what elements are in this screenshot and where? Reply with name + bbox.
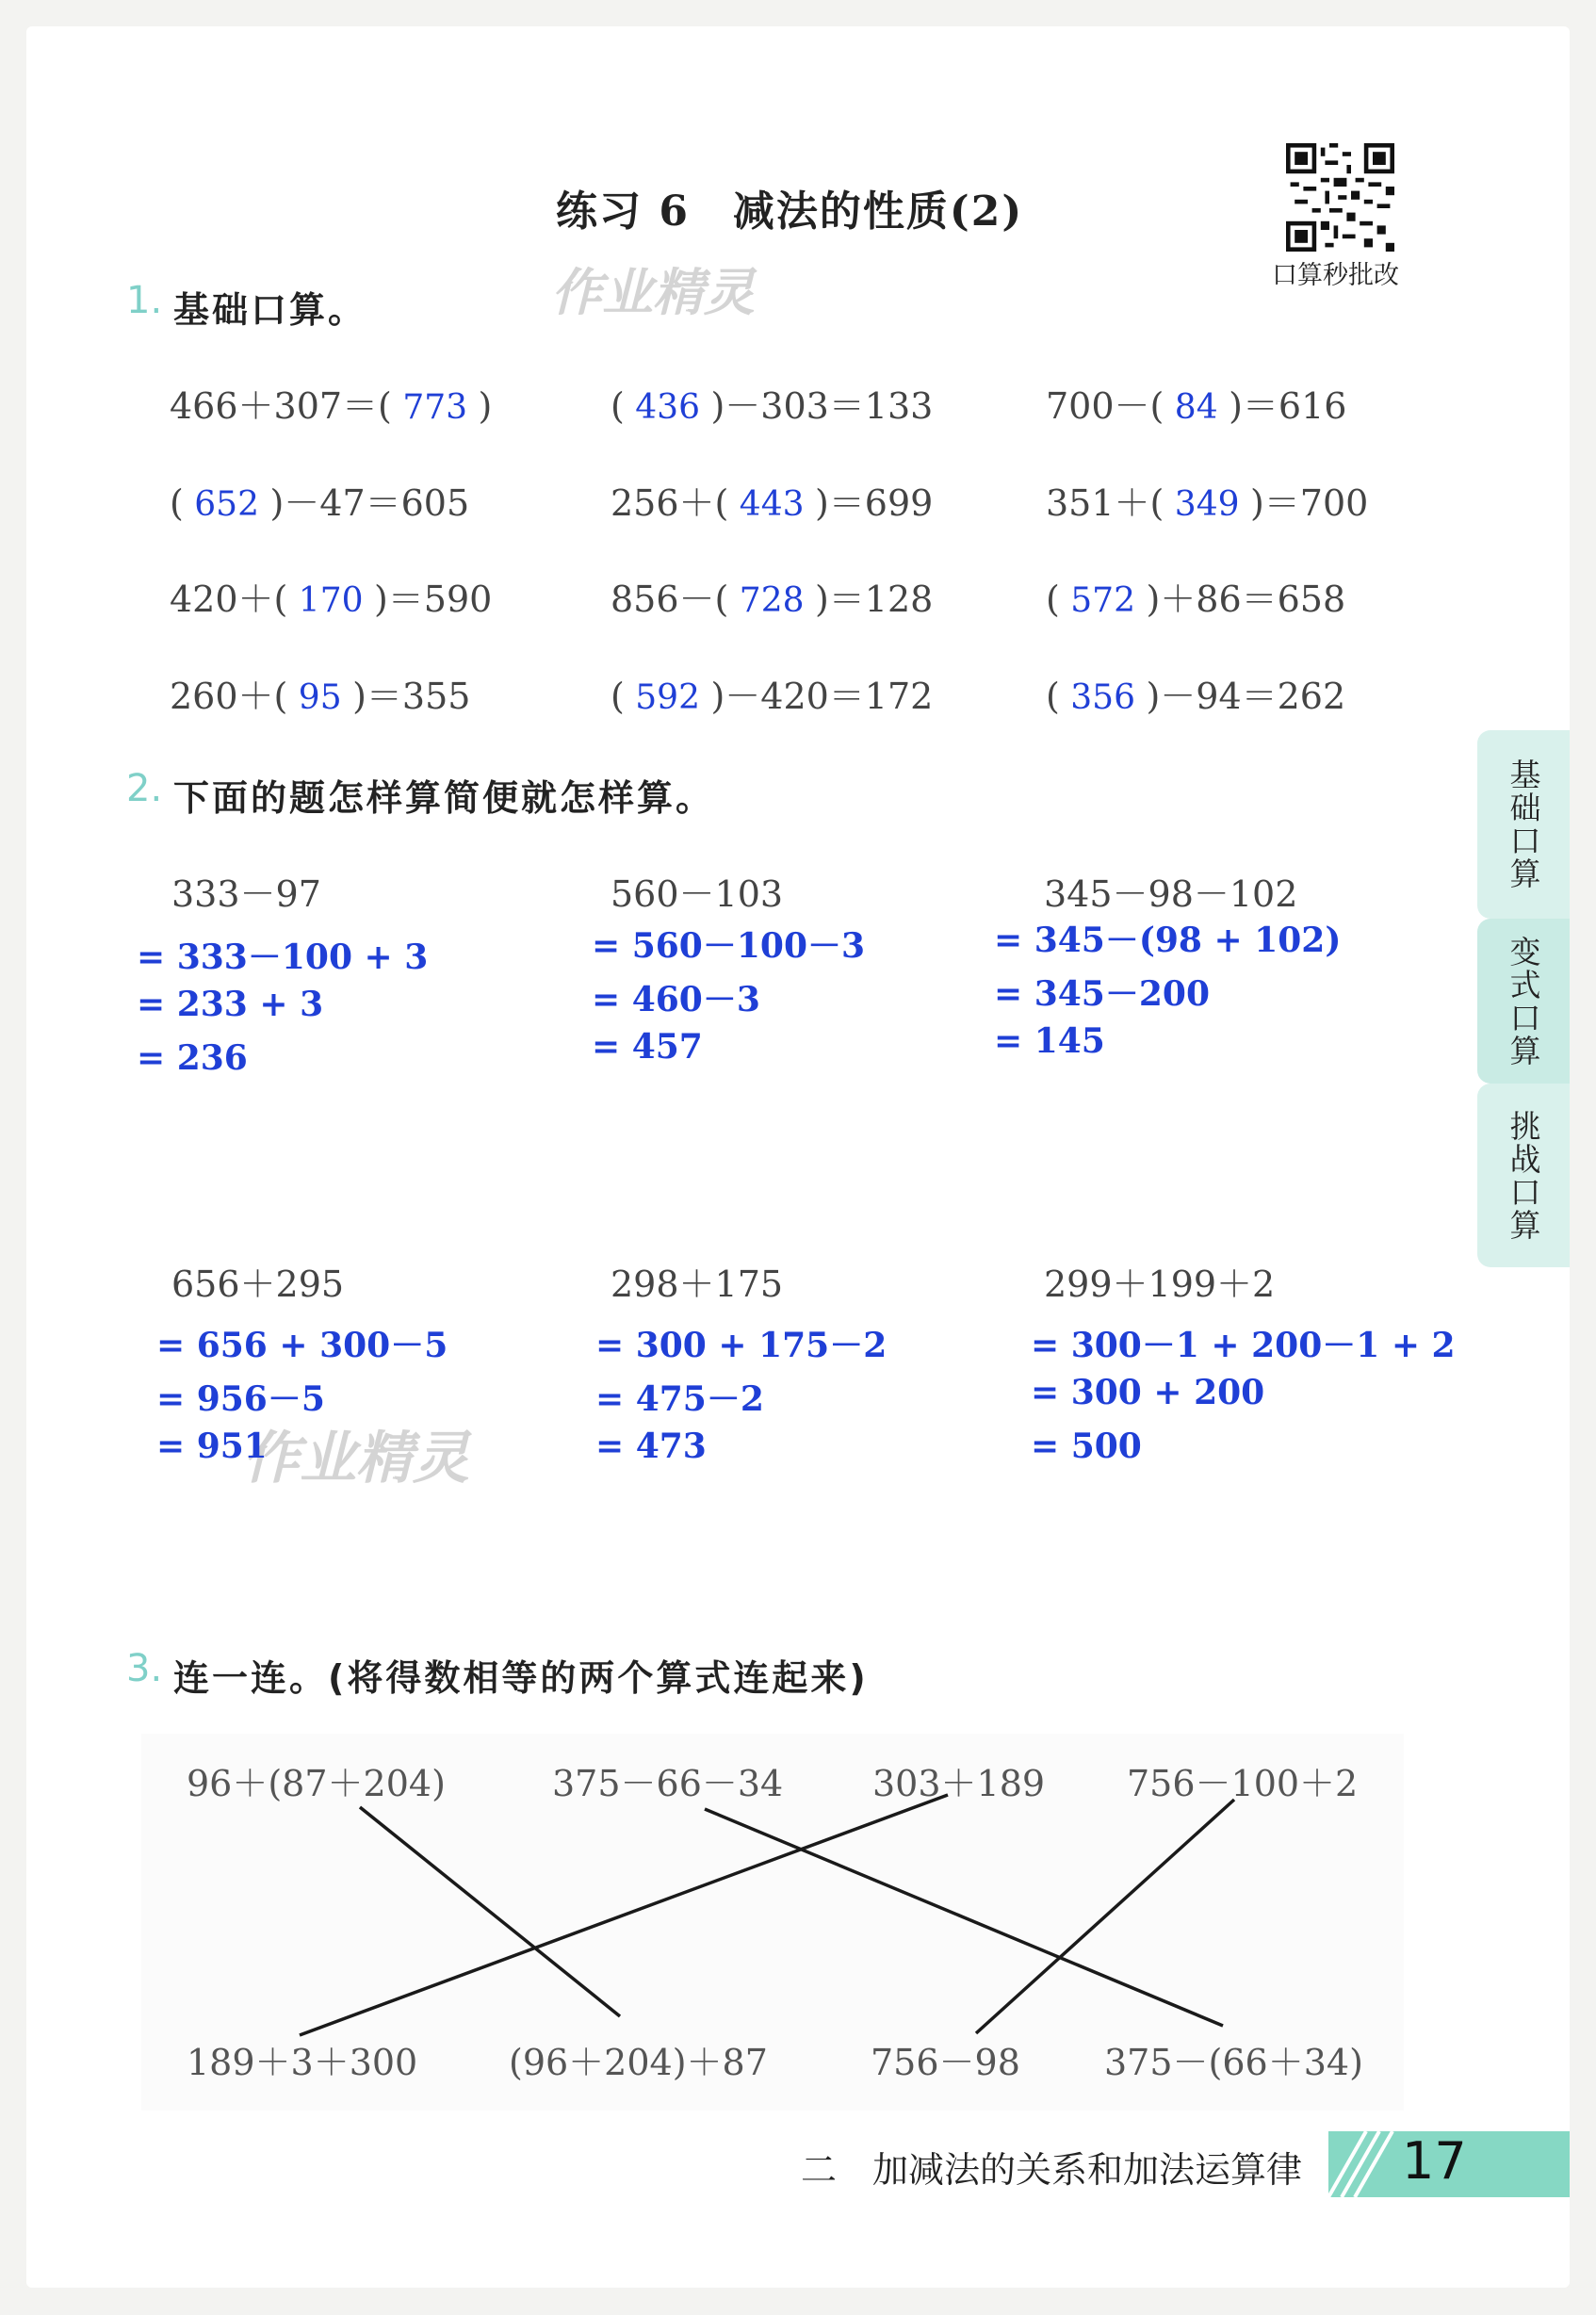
match-top-expression[interactable]: 756－100＋2 (1127, 1763, 1359, 1804)
equation-text: )－303＝133 (710, 385, 934, 427)
equation-text: 466＋307＝( (170, 385, 392, 427)
watermark: 作业精灵 (243, 1426, 469, 1492)
match-bottom-expression[interactable]: (96＋204)＋87 (509, 2042, 768, 2083)
equation-text: ( (611, 676, 625, 717)
match-line (705, 1809, 1223, 2026)
problem-expression: 333－97 (171, 873, 321, 915)
tab-variant-calculation[interactable]: 变式口算 (1477, 919, 1570, 1084)
solution-step: = 560－100－3 (592, 926, 866, 966)
equation-text: )＝128 (814, 579, 934, 620)
section-1-number: 1. (126, 279, 163, 322)
stripe-decoration-icon (1328, 2131, 1404, 2197)
equation-text: )－47＝605 (269, 482, 470, 524)
solution-step: = 236 (137, 1038, 248, 1078)
solution-step: = 145 (994, 1021, 1105, 1061)
answer-value: 652 (183, 485, 270, 524)
solution-step: = 300 + 175－2 (595, 1326, 888, 1365)
equation-text: 420＋( (170, 579, 288, 620)
answer-value: 773 (391, 388, 479, 427)
solution-step: = 473 (595, 1426, 707, 1466)
answer-value: 443 (728, 485, 815, 524)
equation-text: ( (611, 385, 625, 427)
solution-step: = 951 (156, 1426, 268, 1466)
equation-text: )－420＝172 (710, 676, 934, 717)
equation-text: )＝699 (814, 482, 934, 524)
answer-value: 592 (624, 678, 711, 717)
solution-step: = 475－2 (595, 1379, 764, 1419)
problem-expression: 560－103 (611, 873, 784, 915)
equation-text: ( (170, 482, 184, 524)
answer-value: 728 (728, 581, 815, 620)
equation-text: ( (1046, 676, 1060, 717)
solution-step: = 460－3 (592, 980, 760, 1019)
equation-text: )－94＝262 (1146, 676, 1346, 717)
equation-text: )＝355 (352, 676, 471, 717)
solution-step: = 300 + 200 (1031, 1373, 1265, 1412)
solution-step: = 956－5 (156, 1379, 325, 1419)
answer-value: 572 (1059, 581, 1147, 620)
section-1-title: 基础口算。 (173, 289, 367, 331)
match-line (976, 1800, 1234, 2033)
answer-value: 349 (1164, 485, 1250, 524)
section-2-number: 2. (126, 767, 163, 810)
equation-text: )＝700 (1249, 482, 1369, 524)
equation-text: 856－( (611, 579, 729, 620)
match-bottom-expression[interactable]: 375－(66＋34) (1104, 2042, 1363, 2083)
answer-value: 95 (287, 678, 353, 717)
equation-text: )＝616 (1229, 385, 1347, 427)
chapter-footer: 二 加减法的关系和加法运算律 (801, 2149, 1303, 2191)
section-3-number: 3. (126, 1647, 163, 1690)
equation-text: )＋86＝658 (1146, 579, 1346, 620)
match-top-expression[interactable]: 96＋(87＋204) (187, 1763, 446, 1804)
solution-step: = 656 + 300－5 (156, 1326, 448, 1365)
solution-step: = 500 (1031, 1426, 1142, 1466)
match-bottom-expression[interactable]: 756－98 (871, 2042, 1020, 2083)
qr-label: 口算秒批改 (1272, 261, 1399, 290)
equation-text: 260＋( (170, 676, 288, 717)
solution-step: = 457 (592, 1027, 703, 1067)
section-2-title: 下面的题怎样算简便就怎样算。 (173, 777, 715, 819)
problem-expression: 345－98－102 (1044, 873, 1298, 915)
equation-text: 700－( (1046, 385, 1164, 427)
answer-value: 170 (287, 581, 374, 620)
solution-step: = 300－1 + 200－1 + 2 (1031, 1326, 1456, 1365)
answer-value: 84 (1164, 388, 1230, 427)
match-line (300, 1795, 948, 2035)
match-top-expression[interactable]: 375－66－34 (552, 1763, 784, 1804)
match-bottom-expression[interactable]: 189＋3＋300 (187, 2042, 418, 2083)
answer-value: 356 (1059, 678, 1147, 717)
match-line (360, 1807, 620, 2016)
solution-step: = 345－(98 + 102) (994, 921, 1342, 960)
problem-expression: 656＋295 (171, 1263, 345, 1305)
tab-basic-calculation[interactable]: 基础口算 (1477, 730, 1570, 919)
problem-expression: 298＋175 (611, 1263, 784, 1305)
solution-step: = 345－200 (994, 974, 1210, 1014)
solution-step: = 233 + 3 (137, 985, 324, 1024)
section-3-title: 连一连。(将得数相等的两个算式连起来) (173, 1657, 869, 1699)
equation-text: 351＋( (1046, 482, 1164, 524)
answer-value: 436 (624, 388, 711, 427)
equation-text: ( (1046, 579, 1060, 620)
equation-text: ) (478, 385, 493, 427)
watermark: 作业精灵 (551, 263, 755, 322)
problem-expression: 299＋199＋2 (1044, 1263, 1276, 1305)
equation-text: )＝590 (373, 579, 493, 620)
page-number: 17 (1402, 2131, 1467, 2191)
equation-text: 256＋( (611, 482, 729, 524)
tab-challenge-calculation[interactable]: 挑战口算 (1477, 1084, 1570, 1267)
solution-step: = 333－100 + 3 (137, 937, 429, 977)
match-top-expression[interactable]: 303＋189 (872, 1763, 1046, 1804)
page-title: 练习 6 减法的性质(2) (556, 187, 1024, 236)
